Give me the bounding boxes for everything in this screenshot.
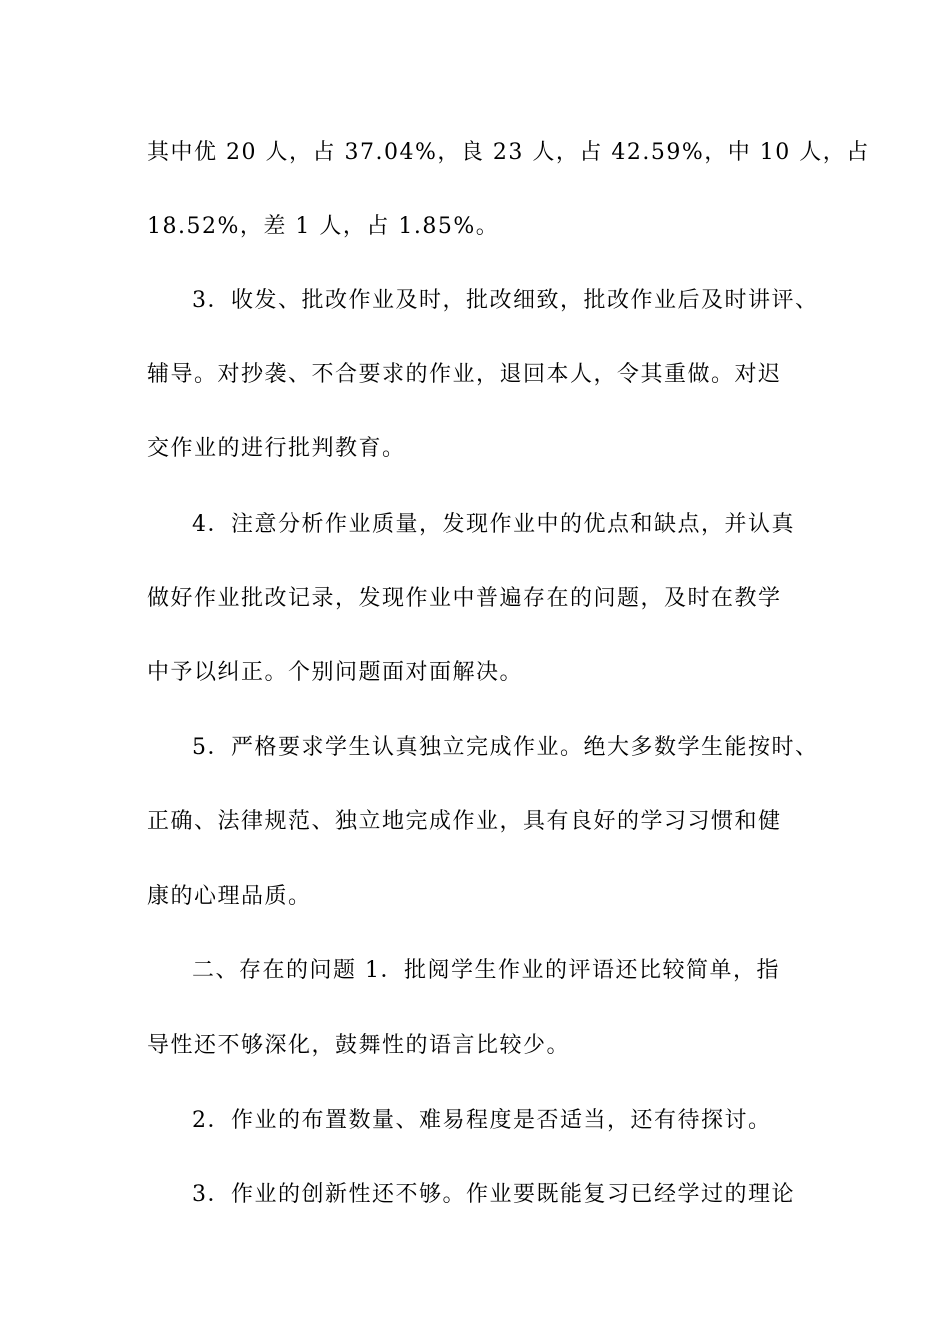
paragraph-line: 3．收发、批改作业及时，批改细致，批改作业后及时讲评、 — [192, 288, 819, 313]
text-line: 中予以纠正。个别问题面对面解决。 — [147, 660, 524, 685]
paragraph-line: 2．作业的布置数量、难易程度是否适当，还有待探讨。 — [192, 1108, 772, 1133]
paragraph-line: 3．作业的创新性还不够。作业要既能复习已经学过的理论 — [192, 1182, 795, 1207]
text-line: 辅导。对抄袭、不合要求的作业，退回本人，令其重做。对迟 — [147, 362, 782, 387]
text-line: 导性还不够深化，鼓舞性的语言比较少。 — [147, 1033, 571, 1058]
section-heading-line: 二、存在的问题 1．批阅学生作业的评语还比较简单，指 — [192, 958, 780, 983]
paragraph-line: 4．注意分析作业质量，发现作业中的优点和缺点，并认真 — [192, 512, 795, 537]
text-line: 其中优 20 人，占 37.04%，良 23 人，占 42.59%，中 10 人，占 — [147, 140, 870, 165]
text-line: 交作业的进行批判教育。 — [147, 436, 406, 461]
text-line: 康的心理品质。 — [147, 884, 312, 909]
paragraph-line: 5．严格要求学生认真独立完成作业。绝大多数学生能按时、 — [192, 735, 819, 760]
text-line: 正确、法律规范、独立地完成作业，具有良好的学习习惯和健 — [147, 809, 782, 834]
text-line: 18.52%，差 1 人，占 1.85%。 — [147, 214, 500, 239]
text-line: 做好作业批改记录，发现作业中普遍存在的问题，及时在教学 — [147, 586, 782, 611]
